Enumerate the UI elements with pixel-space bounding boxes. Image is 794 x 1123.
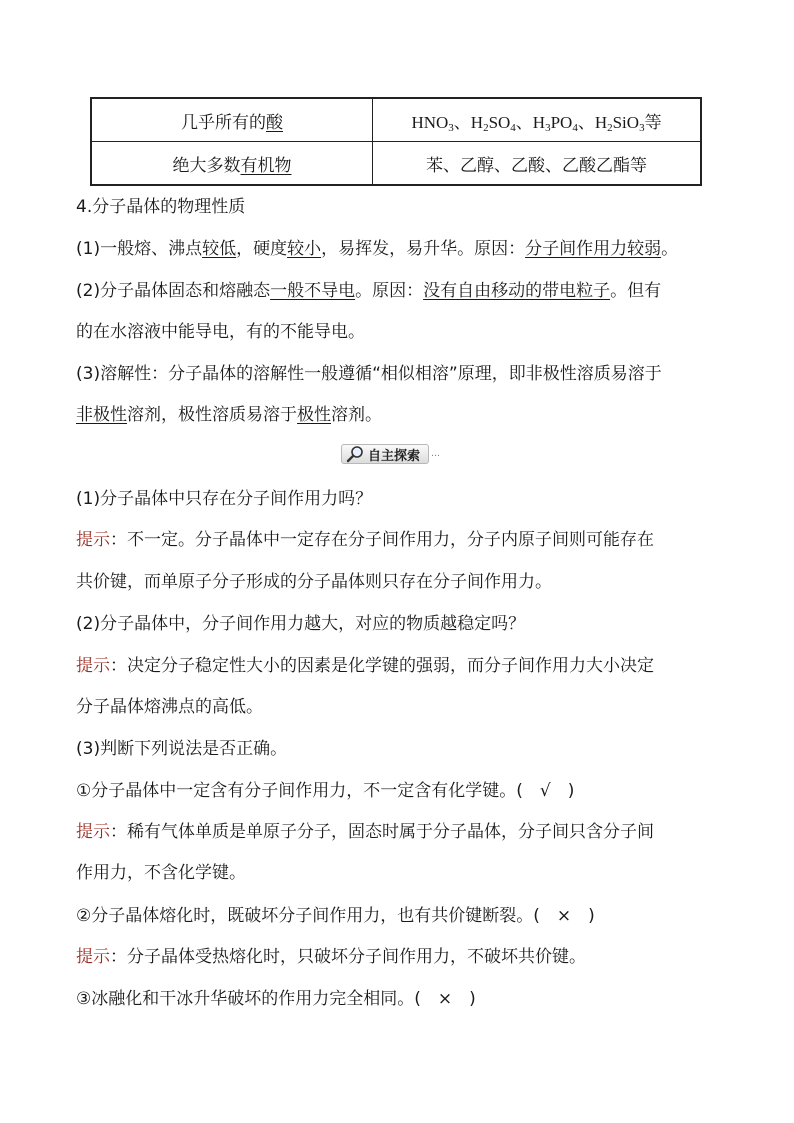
explore-label: 自主探索 — [368, 448, 421, 464]
hint-1-line-1: 提示：不一定。分子晶体中一定存在分子间作用力，分子内原子间则可能存在 — [76, 530, 654, 550]
question-3: (3)判断下列说法是否正确。 — [76, 739, 288, 759]
hint-label: 提示 — [76, 947, 110, 967]
statement-2: ②分子晶体熔化时，既破坏分子间作用力，也有共价键断裂。( × ) — [76, 906, 595, 926]
question-2: (2)分子晶体中，分子间作用力越大，对应的物质越稳定吗？ — [76, 614, 526, 634]
paragraph-3-line-1: (3)溶解性：分子晶体的溶解性一般遵循“相似相溶”原理，即非极性溶质易溶于 — [76, 364, 662, 384]
hint-2-line-1: 提示：决定分子稳定性大小的因素是化学键的强弱，而分子间作用力大小决定 — [76, 656, 654, 676]
chem-formula-cell: $HNO_3$、$H_2SO_4$、$H_3PO_4$、$H_2SiO_3$等 — [373, 98, 702, 142]
explore-tail-dots: … — [431, 449, 440, 459]
table-cell: 苯、乙醇、乙酸、乙酸乙酯等 — [373, 142, 702, 186]
magnifier-icon — [346, 445, 364, 463]
cell-underlined-text: 酸 — [266, 112, 283, 133]
hint-1-line-2: 共价键，而单原子分子形成的分子晶体则只存在分子间作用力。 — [76, 572, 552, 592]
paragraph-2-line-1: (2)分子晶体固态和熔融态一般不导电。原因：没有自由移动的带电粒子。但有 — [76, 281, 662, 301]
paragraph-3-line-2: 非极性溶剂，极性溶质易溶于极性溶剂。 — [76, 405, 382, 425]
hint-3-line-1: 提示：稀有气体单质是单原子分子，固态时属于分子晶体，分子间只含分子间 — [76, 822, 654, 842]
table-row — [91, 98, 701, 142]
section-heading: 4.分子晶体的物理性质 — [76, 197, 246, 217]
explore-label-box — [341, 444, 429, 464]
acid-organic-table — [90, 97, 702, 186]
cell-text: 几乎所有的 — [181, 112, 266, 133]
table-row — [91, 142, 701, 186]
paragraph-2-line-2: 的在水溶液中能导电，有的不能导电。 — [76, 322, 365, 342]
table-cell: 绝大多数有机物 — [91, 142, 373, 186]
hint-2-line-2: 分子晶体熔沸点的高低。 — [76, 697, 263, 717]
table-cell — [91, 98, 373, 142]
hint-label: 提示 — [76, 822, 110, 842]
paragraph-1: (1)一般熔、沸点较低，硬度较小，易挥发，易升华。原因：分子间作用力较弱。 — [76, 239, 679, 259]
hint-label: 提示 — [76, 656, 110, 676]
statement-3: ③冰融化和干冰升华破坏的作用力完全相同。( × ) — [76, 989, 476, 1009]
explore-banner — [341, 443, 439, 465]
hint-label: 提示 — [76, 530, 110, 550]
hint-4-line-1: 提示：分子晶体受热熔化时，只破坏分子间作用力，不破坏共价键。 — [76, 947, 586, 967]
hint-3-line-2: 作用力，不含化学键。 — [76, 863, 246, 883]
statement-1: ①分子晶体中一定含有分子间作用力，不一定含有化学键。( √ ) — [76, 781, 575, 801]
question-1: (1)分子晶体中只存在分子间作用力吗？ — [76, 489, 373, 509]
